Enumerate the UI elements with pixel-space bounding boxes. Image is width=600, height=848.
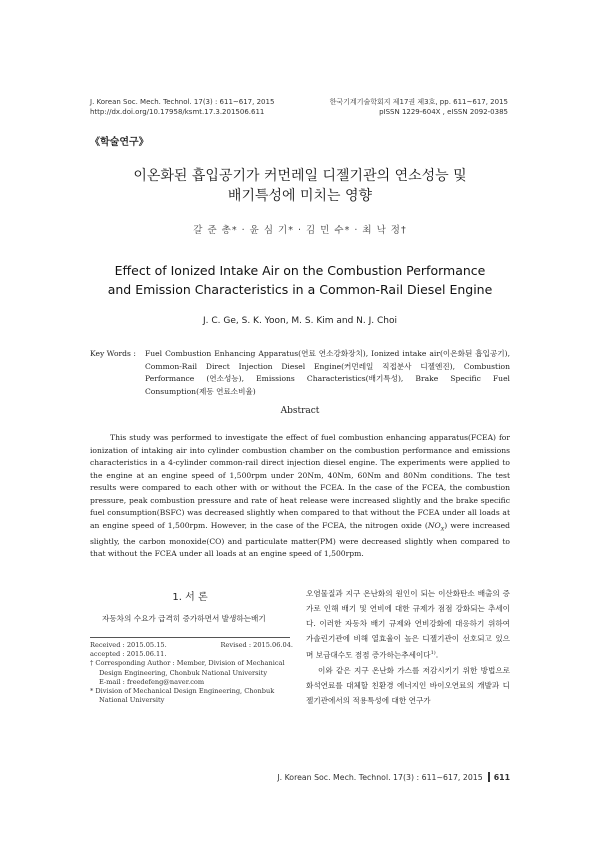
journal-citation: J. Korean Soc. Mech. Technol. 17(3) : 611~617, 2015 bbox=[90, 98, 275, 106]
keywords-block bbox=[90, 348, 510, 398]
nox-symbol: $NO_X$ bbox=[427, 520, 445, 533]
korean-title bbox=[0, 166, 600, 206]
footnotes bbox=[90, 641, 293, 705]
korean-authors: 갈 준 총* · 윤 심 기* · 김 민 수* · 최 낙 정† bbox=[193, 225, 407, 236]
citation-ref[interactable]: 1) bbox=[430, 650, 436, 656]
abstract-body bbox=[90, 432, 510, 561]
accepted-date: accepted : 2015.06.11. bbox=[90, 650, 167, 659]
journal-citation-ko: 한국기계기술학회지 제17권 제3호, pp. 611~617, 2015 bbox=[329, 98, 508, 106]
abstract-heading: Abstract bbox=[280, 406, 320, 416]
footnote-divider bbox=[90, 637, 290, 638]
korean-title-line1: 이온화된 흡입공기가 커먼레일 디젤기관의 연소성능 및 bbox=[133, 168, 467, 184]
keywords-label: Key Words : bbox=[90, 349, 136, 358]
doi-link[interactable]: http://dx.doi.org/10.17958/ksmt.17.3.201506.611 bbox=[90, 107, 265, 116]
english-title-line2: and Emission Characteristics in a Common-Rail Diesel Engine bbox=[107, 282, 493, 297]
revised-date: Revised : 2015.06.04. bbox=[220, 641, 293, 649]
footer-citation: J. Korean Soc. Mech. Technol. 17(3) : 611~617, 2015 bbox=[277, 773, 483, 782]
keywords-text: Fuel Combustion Enhancing Apparatus(연료 연소강화장치), Ionized intake air(이온화된 흡입공기), Common-Rail Direct Injection Diesel Engine(커먼레일 직접분사 디젤엔진), Combustion Performance (연소성능), Emissions Characteristics(배기특성), Brake Specific Fuel Consumption(제동 연료소비율) bbox=[145, 349, 510, 396]
intro-text-left: 자동차의 수요가 급격히 증가하면서 발생하는배기 bbox=[102, 614, 266, 623]
english-title bbox=[0, 261, 600, 299]
page-number: 611 bbox=[493, 773, 510, 782]
received-date: Received : 2015.05.15. bbox=[90, 641, 167, 649]
section-heading: 1. 서 론 bbox=[172, 592, 208, 603]
english-title-line1: Effect of Ionized Intake Air on the Combustion Performance bbox=[114, 263, 486, 278]
abstract-text-part1: This study was performed to investigate the effect of fuel combustion enhancing apparatus(FCEA) for ionization of intaking air into cylinder combustion chamber on the combustion performance and emissions characteristics in a 4-cylinder common-rail direct injection diesel engine. The experiments were applied to the engine at an engine speed of 1,500rpm under 20Nm, 40Nm, 60Nm and 80Nm conditions. The test results were compared to each other with or without the FCEA. In the case of the FCEA, the combustion pressure, peak combustion pressure and rate of heat release were increased slightly and the brake specific fuel consumption(BSFC) was decreased slightly when compared to that without the FCEA under all loads at an engine speed of 1,500rpm. However, in the case of the FCEA, the nitrogen oxide ( bbox=[90, 433, 510, 530]
abstract-text-part2: ) were increased slightly, the carbon monoxide(CO) and particulate matter(PM) were decreased slightly when compared to that without the FCEA under all loads at an engine speed of 1,500rpm. bbox=[90, 520, 510, 559]
division-note: * Division of Mechanical Design Engineering, Chonbuk National University bbox=[90, 687, 275, 705]
intro-text-right bbox=[306, 586, 510, 708]
email-note: E-mail : freedefeng@naver.com bbox=[99, 677, 205, 686]
journal-header-left bbox=[90, 98, 274, 117]
corresponding-author-note: † Corresponding Author : Member, Division of Mechanical Design Engineering, Chonbuk National University bbox=[90, 659, 285, 677]
footer-separator bbox=[488, 772, 490, 782]
intro-paragraph-1: 오염물질과 지구 온난화의 원인이 되는 이산화탄소 배출의 증가로 인해 배기 및 연비에 대한 규제가 점점 강화되는 추세이다. 이러한 자동차 배기 규제와 연비강화에 대응하기 위하여 가솔린기관에 비해 열효율이 높은 디젤기관이 선호되고 있으며 보급대수도 점점 증가하는추세이다$^{1)}$. bbox=[306, 589, 510, 660]
article-category: 《학술연구》 bbox=[90, 137, 149, 148]
issn-info: pISSN 1229-604X , eISSN 2092-0385 bbox=[379, 107, 508, 116]
page-footer bbox=[277, 772, 510, 782]
journal-header-right bbox=[330, 98, 508, 117]
english-authors: J. C. Ge, S. K. Yoon, M. S. Kim and N. J. Choi bbox=[203, 316, 397, 326]
korean-title-line2: 배기특성에 미치는 영향 bbox=[227, 188, 373, 204]
intro-paragraph-2: 이와 같은 지구 온난화 가스를 저감시키기 위한 방법으로 화석연료를 대체할 친환경 에너지인 바이오연료의 개발과 디젤기관에서의 적용특성에 대한 연구가 bbox=[306, 665, 510, 705]
